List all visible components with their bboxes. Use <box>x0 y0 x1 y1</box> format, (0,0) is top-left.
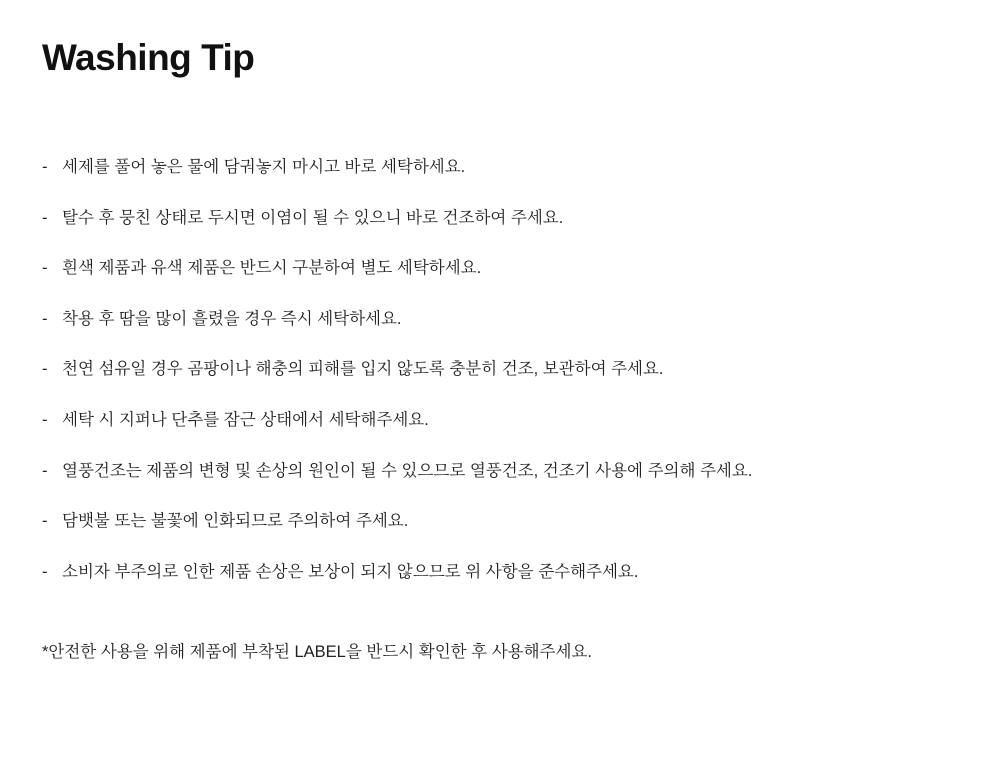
bullet-marker: - <box>42 410 48 429</box>
list-item-text: 세탁 시 지퍼나 단추를 잠근 상태에서 세탁해주세요. <box>62 410 429 429</box>
list-item <box>42 358 962 381</box>
bullet-marker: - <box>42 259 48 278</box>
list-item <box>42 308 962 331</box>
list-item <box>42 561 962 584</box>
bullet-marker: - <box>42 309 48 328</box>
bullet-marker: - <box>42 512 48 531</box>
list-item <box>42 409 962 432</box>
list-item-text: 열풍건조는 제품의 변형 및 손상의 원인이 될 수 있으므로 열풍건조, 건조기 사용에 주의해 주세요. <box>62 461 753 480</box>
list-item-text: 착용 후 땀을 많이 흘렸을 경우 즉시 세탁하세요. <box>62 309 402 328</box>
safety-note: *안전한 사용을 위해 제품에 부착된 LABEL을 반드시 확인한 후 사용해주세요. <box>42 643 592 661</box>
washing-tip-list <box>42 156 962 611</box>
list-item <box>42 510 962 533</box>
list-item-text: 소비자 부주의로 인한 제품 손상은 보상이 되지 않으므로 위 사항을 준수해주세요. <box>62 562 639 581</box>
list-item-text: 담뱃불 또는 불꽃에 인화되므로 주의하여 주세요. <box>62 512 409 531</box>
bullet-marker: - <box>42 158 48 176</box>
list-item <box>42 460 962 483</box>
bullet-marker: - <box>42 360 48 379</box>
list-item <box>42 156 962 179</box>
list-item-text: 흰색 제품과 유색 제품은 반드시 구분하여 별도 세탁하세요. <box>62 259 482 278</box>
bullet-marker: - <box>42 208 48 227</box>
page-title: Washing Tip <box>42 37 255 78</box>
list-item <box>42 207 962 230</box>
list-item-text: 탈수 후 뭉친 상태로 두시면 이염이 될 수 있으니 바로 건조하여 주세요. <box>62 208 564 227</box>
list-item-text: 세제를 풀어 놓은 물에 담궈놓지 마시고 바로 세탁하세요. <box>62 158 466 176</box>
list-item <box>42 257 962 280</box>
bullet-marker: - <box>42 562 48 581</box>
bullet-marker: - <box>42 461 48 480</box>
list-item-text: 천연 섬유일 경우 곰팡이나 해충의 피해를 입지 않도록 충분히 건조, 보관하여 주세요. <box>62 360 664 379</box>
